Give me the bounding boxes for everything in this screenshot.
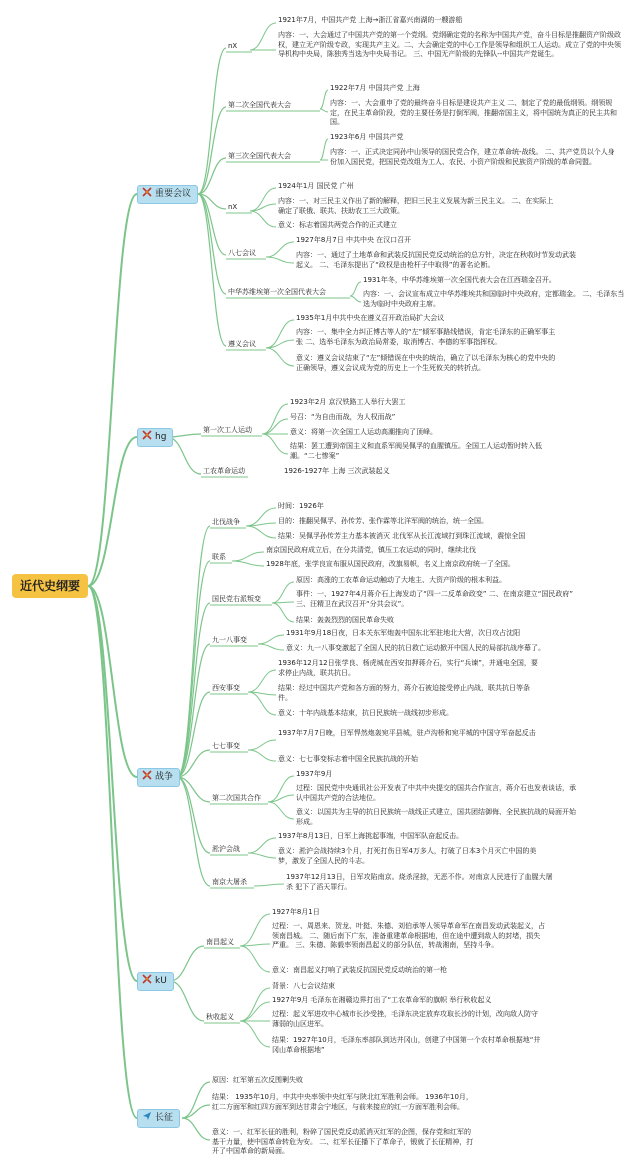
leaf-link (272, 582, 294, 603)
branch-link (182, 1082, 210, 1118)
category-war[interactable] (137, 768, 180, 787)
branch-link (198, 194, 226, 346)
leaf-link (232, 561, 264, 566)
leaf-link (350, 296, 361, 302)
branch-link (198, 48, 226, 194)
war-xian-when: 1936年12月12日张学良、杨虎城在西安扣押蒋介石，实行“兵谏”，并通电全国，要求停止内战，联共抗日。 (278, 659, 538, 677)
meeting-zunyi-when: 1935年1月中共中央在遵义召开政治局扩大会议 (296, 314, 445, 322)
leaf-link (350, 282, 361, 296)
category-label: kU (155, 976, 167, 986)
branch-link (170, 981, 204, 1021)
leaf-link (248, 838, 276, 853)
long-march-meaning: 意义：一、红军长征的胜利，粉碎了国民党反动派消灭红军的企图，保存党和红军的基干力量，使中国革命转危为安。 二、红军长征播下了革命子，锻就了长征精神，打开了中国革命的新局面。 (212, 1128, 474, 1155)
labor-first-slogan: 号召：“为自由而战，为人权而战” (290, 413, 396, 421)
leaf-link (240, 1021, 270, 1047)
war-betrayal-cause: 原因：高涨的工农革命运动触动了大地主、大资产阶级的根本利益。 (296, 576, 506, 584)
meeting-kmt-meaning: 意义：标志着国共两党合作的正式建立 (278, 221, 397, 229)
branch-link (177, 777, 210, 886)
category-label: 长征 (155, 1113, 174, 1123)
war-united-front-time: 1937年9月 (296, 770, 333, 778)
leaf-link (246, 523, 276, 526)
leaf-link (240, 946, 270, 972)
root-link (88, 586, 137, 981)
leaf-link (258, 635, 284, 644)
crossed-swords-icon (142, 187, 152, 197)
meeting-soviet-when: 1931年冬，中华苏维埃第一次全国代表大会在江西瑞金召开。 (363, 276, 556, 284)
war-connection-a: 南京国民政府成立后，在分共清党，镇压工农运动的同时，继续北伐 (266, 546, 476, 554)
leaf-link (248, 853, 276, 858)
leaf-link (266, 348, 294, 366)
labor-first-meaning: 意义：将第一次全国工人运动高潮推向了顶峰。 (290, 428, 437, 436)
war-united-front-process: 过程：国民党中央通讯社公开发表了中共中央提交的国共合作宣言，蒋介石也发表谈话，承认中国共产党的合法地位。 (296, 784, 576, 802)
leaf-link (240, 988, 270, 1021)
category-meetings[interactable] (137, 185, 198, 204)
leaf-link (320, 139, 328, 160)
paper-plane-icon (142, 1111, 152, 1121)
meeting-kmt-when: 1924年1月 国民党 广州 (278, 182, 354, 190)
war-connection[interactable]: 联系 (212, 553, 226, 561)
war-mukden-when: 1931年9月18日夜，日本关东军炮轰中国东北军驻地北大营，次日攻占沈阳 (286, 629, 521, 637)
war-xian-result: 结果：经过中国共产党和各方面的努力，蒋介石被迫接受停止内战，联共抗日等条件。 (278, 684, 530, 702)
leaf-link (248, 740, 276, 750)
meeting-kmt-content: 内容：一、对三民主义作出了新的解释，把旧三民主义发展为新三民主义。 二、在实际上确定了联俄、联共、扶助农工三大政策。 (278, 197, 554, 215)
labor-second-movement[interactable]: 工农革命运动 (203, 467, 245, 475)
meeting-kmt-congress[interactable]: nX (228, 203, 238, 211)
war-marco-polo-when: 1937年7月7日晚，日军悍然炮轰宛平县城，驻卢沟桥和宛平城的中国守军奋起反击 (278, 729, 536, 737)
meeting-first-content: 内容：一、大会通过了中国共产党的第一个党纲。党纲确定党的名称为中国共产党，奋斗目标是推翻资产阶级政权，建立无产阶级专政，实现共产主义。二、大会确定党的中心工作是领导和组织工人运动。成立了党的中央领导机构中央局，陈独秀当选为中央局书记。 三、中国无产阶级的先锋队--中国共产党诞生。 (278, 31, 621, 58)
leaf-link (272, 603, 294, 622)
category-hg[interactable] (137, 428, 173, 447)
crossed-swords-icon (142, 770, 152, 780)
leaf-link (266, 242, 294, 257)
crossed-swords-icon (142, 430, 152, 440)
root-link (88, 437, 137, 586)
war-marco-polo-meaning: 意义：七七事变标志着中国全民族抗战的开始 (278, 755, 418, 763)
meeting-zunyi-meaning: 意义：遵义会议结束了“左”倾错误在中央的统治，确立了以毛泽东为核心的党中央的正确领导，遵义会议成为党的历史上一个生死攸关的转折点。 (296, 354, 556, 372)
meeting-zunyi-content: 内容：一、集中全力纠正博古等人的“左”倾军事路线错误，肯定毛泽东的正确军事主张 二、选举毛泽东为政治局常委，取消博古、李德的军事指挥权。 (296, 328, 556, 346)
leaf-link (262, 419, 288, 434)
uprising-nanchang[interactable]: 南昌起义 (206, 938, 234, 946)
leaf-link (250, 23, 276, 50)
leaf-link (320, 109, 328, 112)
meeting-second-content: 内容：一、大会重申了党的最终奋斗目标是建设共产主义 二、制定了党的最低纲领。纲领规定，在民主革命阶段，党的主要任务是打倒军阀，推翻帝国主义，将中国统为真正的民主共和国。 (330, 99, 617, 126)
leaf-link (246, 526, 276, 538)
branch-link (170, 946, 204, 981)
war-northern-time: 时间：1926年 (278, 502, 324, 510)
war-betrayal-event: 事件：一、1927年4月蒋介石上海发动了“四一二反革命政变” 二、在南京建立“国民政府” 三、汪精卫在武汉召开“分共会议”。 (296, 590, 573, 608)
leaf-link (248, 670, 276, 692)
war-connection-b: 1928年底，张学良宣布服从国民政府，改旗易帜，名义上南京政府统一了全国。 (266, 560, 515, 568)
leaf-link (250, 211, 276, 227)
category-ku[interactable] (137, 972, 174, 991)
war-northern-expedition[interactable]: 北伐战争 (212, 518, 240, 526)
long-march-cause: 原因：红军第五次反围剿失败 (212, 1076, 303, 1084)
leaf-link (320, 90, 328, 109)
war-xian-meaning: 意义：十年内战基本结束，抗日民族统一战线初步形成。 (278, 709, 453, 717)
category-label: hg (155, 432, 167, 442)
leaf-link (248, 750, 276, 761)
war-northern-result: 结果：吴佩孚孙传芳主力基本被消灭 北伐军从长江流域打到珠江流域，震惊全国 (278, 532, 526, 540)
leaf-link (262, 404, 288, 434)
war-nanjing-massacre[interactable]: 南京大屠杀 (212, 878, 247, 886)
war-united-front-meaning: 意义：以国共为主导的抗日民族统一战线正式建立，国共团结御侮、全民族抗战的局面开始形成。 (296, 808, 576, 826)
uprising-autumn-when: 1927年9月 毛泽东在湘赣边界打出了“工农革命军的旗帜 举行秋收起义 (272, 996, 492, 1004)
root-link (88, 194, 137, 586)
meeting-third-when: 1923年6月 中国共产党 (330, 133, 404, 141)
root-link (88, 586, 137, 777)
uprising-nanchang-meaning: 意义：南昌起义打响了武装反抗国民党反动统治的第一枪 (272, 966, 447, 974)
uprising-nanchang-when: 1927年8月1日 (272, 908, 320, 916)
labor-first-result: 结果：罢工遭到帝国主义和直系军阀吴佩孚的血腥镇压。全国工人运动暂时转入低潮。“二七惨案” (290, 442, 542, 460)
meeting-august-when: 1927年8月7日 中共中央 在汉口召开 (296, 236, 412, 244)
branch-link (177, 561, 210, 777)
uprising-autumn-result: 结果：1927年10月，毛泽东率部队到达井冈山，创建了中国第一个农村革命根据地“井冈山革命根据地” (272, 1036, 541, 1054)
meeting-zunyi[interactable]: 遵义会议 (228, 340, 256, 348)
war-betrayal-result: 结果：轰轰烈烈的国民革命失败 (296, 616, 394, 624)
category-label: 重要会议 (155, 189, 192, 199)
leaf-link (240, 914, 270, 946)
labor-first-when: 1923年2月 京汉铁路工人举行大罢工 (290, 398, 406, 406)
meeting-soviet-content: 内容：一、会议宣布成立中华苏维埃共和国临时中央政府，定都瑞金。 二、毛泽东当选为临时中央政府主席。 (363, 290, 625, 308)
root-link (88, 586, 137, 1118)
meeting-first-when: 1921年7月，中国共产党 上海→浙江省嘉兴南湖的一艘游船 (278, 16, 463, 24)
meeting-third-content: 内容：一、正式决定同孙中山领导的国民党合作，建立革命统-战线。 二、共产党员以个人身份加入国民党，把国民党改组为工人、农民、小资产阶级和民族资产阶级的革命同盟。 (330, 148, 615, 166)
war-nanjing-when: 1937年12月13日，日军攻陷南京。烧杀淫掠，无恶不作。对南京人民进行了血腥大屠杀 犯下了滔天罪行。 (286, 873, 553, 891)
branch-link (177, 777, 210, 853)
leaf-link (266, 257, 294, 263)
category-label: 战争 (155, 772, 174, 782)
war-mukden-meaning: 意义：九一八事变激起了全国人民的抗日救亡运动掀开中国人民的局部抗战序幕了。 (286, 644, 545, 652)
uprising-nanchang-process: 过程：一、周恩来、贺龙、叶挺、朱德、刘伯承等人领导革命军在南昌发动武装起义，占领南昌城。 二、随后南下广东，准备重建革命根据地，但在途中遭到敌人的封堵，损失严重。 三、朱德、陈毅率领南昌起义的部分队伍，转战湘南，坚持斗争。 (272, 922, 545, 949)
war-shanghai-meaning: 意义：淞沪会战持续3个月，打死打伤日军4万多人，打破了日本3个月灭亡中国的美梦，激发了全国人民的斗志。 (278, 847, 537, 865)
uprising-autumn-bg: 背景：八七会议结束 (272, 982, 335, 990)
branch-link (182, 1118, 210, 1140)
war-second-united-front[interactable]: 第二次国共合作 (212, 794, 261, 802)
war-mukden-incident[interactable]: 九一八事变 (212, 636, 247, 644)
labor-first-movement[interactable]: 第一次工人运动 (203, 426, 252, 434)
meeting-august-seventh[interactable]: 八七会议 (228, 249, 256, 257)
meeting-second-when: 1922年7月 中国共产党 上海 (330, 84, 420, 92)
leaf-link (232, 552, 264, 561)
meeting-second-congress[interactable]: 第二次全国代表大会 (228, 101, 291, 109)
meeting-first-congress[interactable]: nX (228, 42, 238, 50)
leaf-link (248, 692, 276, 715)
category-long-march[interactable] (137, 1109, 180, 1128)
leaf-link (268, 802, 294, 819)
branch-link (177, 526, 210, 777)
labor-second-when: 1926-1927年 上海 三次武装起义 (284, 467, 390, 475)
leaf-link (254, 884, 284, 886)
uprising-autumn-harvest[interactable]: 秋收起义 (206, 1013, 234, 1021)
war-battle-of-shanghai[interactable]: 淞沪会战 (212, 845, 240, 853)
meeting-soviet-congress[interactable]: 中华苏维埃第一次全国代表大会 (228, 288, 326, 296)
long-march-result: 结果： 1935年10月，中共中央率领中央红军与陕北红军胜利会师。 1936年10月，红二方面军和红四方面军到达甘肃会宁地区，与前来接应的红一方面军胜利会师。 (212, 1093, 473, 1111)
war-xian-incident[interactable]: 西安事变 (212, 684, 240, 692)
war-northern-goal: 目的：推翻吴佩孚、孙传芳、张作霖等北洋军阀的统治，统一全国。 (278, 517, 488, 525)
crossed-swords-icon (142, 974, 152, 984)
leaf-link (262, 434, 288, 454)
war-kmt-betrayal[interactable]: 国民党右派叛变 (212, 595, 261, 603)
leaf-link (258, 644, 284, 650)
war-marco-polo-incident[interactable]: 七七事变 (212, 742, 240, 750)
meeting-august-content: 内容：一、通过了土地革命和武装反抗国民党反动统治的总方针，决定在秋收时节发动武装起义。 二、毛泽东提出了“政权是由枪杆子中取得”的著名论断。 (296, 251, 576, 269)
root-node[interactable]: 近代史纲要 (12, 574, 88, 598)
war-shanghai-when: 1937年8月13日，日军上海挑起事端，中国军队奋起反击。 (278, 832, 464, 840)
meeting-third-congress[interactable]: 第三次全国代表大会 (228, 152, 291, 160)
uprising-autumn-process: 过程：起义军进攻中心城市长沙受挫，毛泽东决定放弃攻取长沙的计划，改向敌人防守薄弱的山区进军。 (272, 1010, 538, 1028)
